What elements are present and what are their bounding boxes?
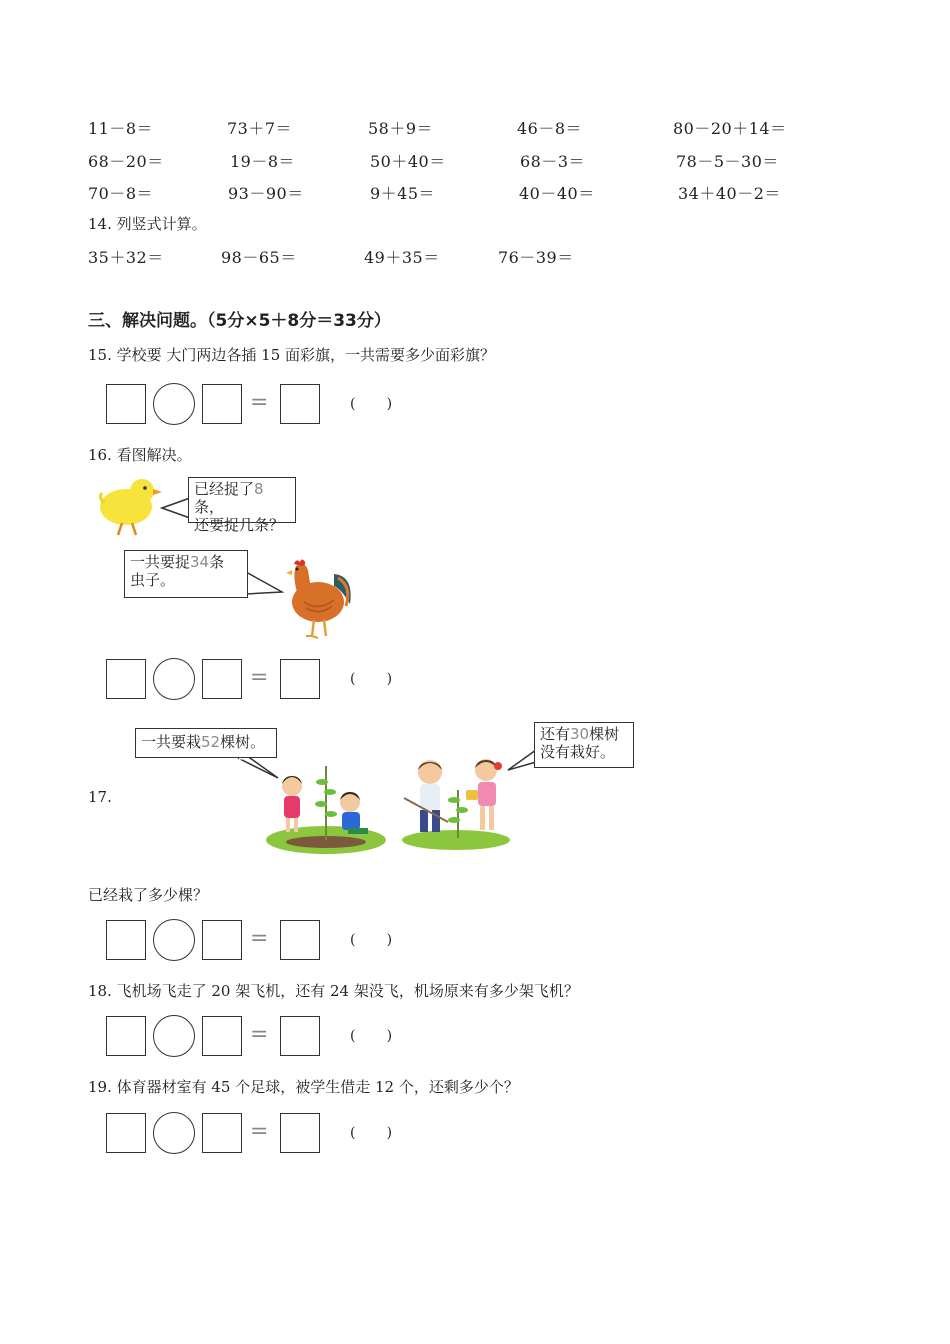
bubble-text: 虫子。 xyxy=(130,571,176,589)
equals-sign: = xyxy=(250,665,269,690)
chick-speech-bubble xyxy=(188,477,296,534)
result-box[interactable] xyxy=(280,920,320,960)
operator-circle[interactable] xyxy=(153,919,195,961)
bubble-text: 还要捉几条？ xyxy=(194,516,285,534)
calc-expression: 68－20＝ xyxy=(88,152,164,171)
calc-expression: 34＋40－2＝ xyxy=(678,184,781,203)
bubble-number: 8 xyxy=(254,480,264,498)
right-speech-bubble xyxy=(534,722,634,768)
bubble-number: 52 xyxy=(201,733,221,751)
calc-expression: 70－8＝ xyxy=(88,184,154,203)
answer-box[interactable] xyxy=(202,1016,242,1056)
answer-box[interactable] xyxy=(202,1113,242,1153)
operator-circle[interactable] xyxy=(153,1015,195,1057)
calc-expression: 73＋7＝ xyxy=(227,119,293,138)
unit-parentheses[interactable]: ( ) xyxy=(350,932,393,948)
unit-parentheses[interactable]: ( ) xyxy=(350,671,393,687)
hen-speech-bubble xyxy=(124,550,248,598)
result-box[interactable] xyxy=(280,384,320,424)
bubble-text: 一共要栽 xyxy=(141,733,202,751)
result-box[interactable] xyxy=(280,1016,320,1056)
bubble-text: 棵树。 xyxy=(220,733,266,751)
answer-box[interactable] xyxy=(106,1113,146,1153)
bubble-text: 还有 xyxy=(540,725,571,743)
unit-parentheses[interactable]: ( ) xyxy=(350,1028,393,1044)
children-planting-illustration xyxy=(264,762,388,858)
q14-item: 76－39＝ xyxy=(498,248,574,267)
q16-label: 16. 看图解决。 xyxy=(88,446,192,464)
equals-sign: = xyxy=(250,1022,269,1047)
calc-expression: 40－40＝ xyxy=(519,184,595,203)
q14-item: 35＋32＝ xyxy=(88,248,164,267)
answer-box[interactable] xyxy=(106,659,146,699)
equals-sign: = xyxy=(250,1119,269,1144)
equals-sign: = xyxy=(250,926,269,951)
answer-box[interactable] xyxy=(202,920,242,960)
bubble-text: 一共要捉 xyxy=(130,553,191,571)
calc-expression: 19－8＝ xyxy=(230,152,296,171)
left-speech-bubble xyxy=(135,728,277,758)
bubble-text: 已经捉了 xyxy=(194,480,255,498)
calc-expression: 93－90＝ xyxy=(228,184,304,203)
hen-illustration xyxy=(282,556,356,642)
bubble-tail xyxy=(244,568,284,598)
q18-text: 18. 飞机场飞走了 20 架飞机，还有 24 架没飞，机场原来有多少架飞机？ xyxy=(88,982,579,1000)
q19-text: 19. 体育器材室有 45 个足球，被学生借走 12 个，还剩多少个？ xyxy=(88,1078,519,1096)
calc-expression: 58＋9＝ xyxy=(368,119,434,138)
q17-question: 已经栽了多少棵？ xyxy=(88,886,209,904)
operator-circle[interactable] xyxy=(153,658,195,700)
bubble-number: 34 xyxy=(190,553,210,571)
q14-item: 49＋35＝ xyxy=(364,248,440,267)
calc-expression: 50＋40＝ xyxy=(370,152,446,171)
equals-sign: = xyxy=(250,390,269,415)
unit-parentheses[interactable]: ( ) xyxy=(350,1125,393,1141)
q14-label: 14. 列竖式计算。 xyxy=(88,215,207,233)
bubble-number: 30 xyxy=(570,725,590,743)
answer-box[interactable] xyxy=(202,659,242,699)
q14-item: 98－65＝ xyxy=(221,248,297,267)
calc-expression: 9＋45＝ xyxy=(370,184,436,203)
bubble-text: 没有栽好。 xyxy=(540,743,616,761)
bubble-text: 棵树 xyxy=(589,725,620,743)
calc-expression: 68－3＝ xyxy=(520,152,586,171)
answer-box[interactable] xyxy=(106,1016,146,1056)
q15-text: 15. 学校要 大门两边各插 15 面彩旗，一共需要多少面彩旗？ xyxy=(88,346,496,364)
chick-illustration xyxy=(96,475,164,537)
section-title: 三、解决问题。（5分×5＋8分＝33分） xyxy=(88,311,391,331)
calc-expression: 80－20＋14＝ xyxy=(673,119,787,138)
calc-expression: 11－8＝ xyxy=(88,119,154,138)
bubble-text: 条， xyxy=(194,498,225,516)
calc-expression: 46－8＝ xyxy=(517,119,583,138)
answer-box[interactable] xyxy=(106,920,146,960)
answer-box[interactable] xyxy=(202,384,242,424)
answer-box[interactable] xyxy=(106,384,146,424)
children-planting-illustration xyxy=(400,756,512,852)
operator-circle[interactable] xyxy=(153,383,195,425)
bubble-text: 条 xyxy=(209,553,225,571)
result-box[interactable] xyxy=(280,1113,320,1153)
unit-parentheses[interactable]: ( ) xyxy=(350,396,393,412)
calc-expression: 78－5－30＝ xyxy=(676,152,779,171)
q17-label: 17. xyxy=(88,788,112,806)
operator-circle[interactable] xyxy=(153,1112,195,1154)
result-box[interactable] xyxy=(280,659,320,699)
